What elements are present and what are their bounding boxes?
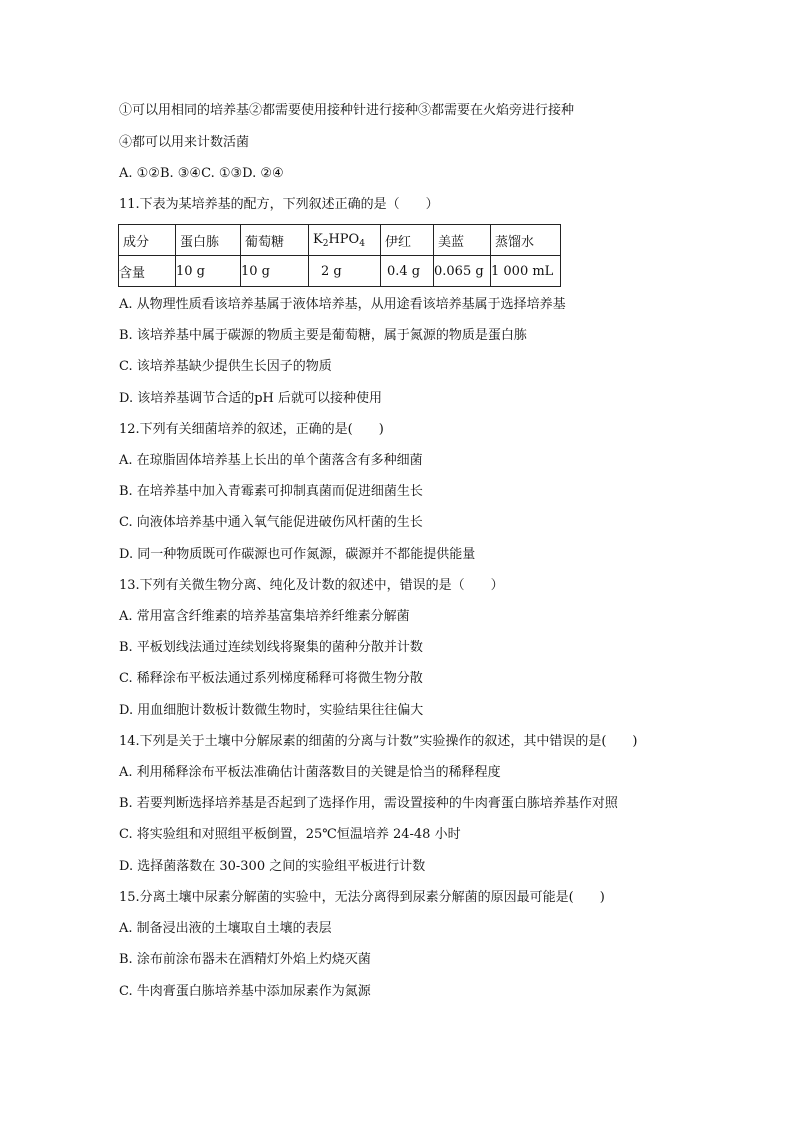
q14-option-b: B. 若要判断选择培养基是否起到了选择作用，需设置接种的牛肉膏蛋白胨培养基作对照: [119, 796, 618, 811]
q13-option-c: C. 稀释涂布平板法通过系列梯度稀释可将微生物分散: [119, 671, 423, 686]
table-cell: 成分: [119, 225, 176, 256]
table-cell: 10 g: [176, 256, 241, 287]
q14-option-d: D. 选择菌落数在 30-300 之间的实验组平板进行计数: [119, 859, 426, 874]
table-cell: 蛋白胨: [176, 225, 241, 256]
q13-option-b: B. 平板划线法通过连续划线将聚集的菌种分散并计数: [119, 640, 423, 655]
q12-question: 12.下列有关细菌培养的叙述，正确的是( ): [119, 422, 384, 437]
table-cell-k2hpo4: [309, 225, 381, 256]
q15-option-b: B. 涂布前涂布器未在酒精灯外焰上灼烧灭菌: [119, 952, 371, 967]
recipe-table: [118, 224, 561, 287]
q15-option-a: A. 制备浸出液的土壤取自土壤的表层: [119, 921, 332, 936]
q11-option-c: C. 该培养基缺少提供生长因子的物质: [119, 359, 332, 374]
table-cell: 0.065 g: [434, 256, 491, 287]
formula-hpo: HPO: [328, 231, 360, 247]
table-cell: 蒸馏水: [491, 225, 561, 256]
formula-sub-4: 4: [359, 238, 365, 249]
q14-question: 14.下列是关于土壤中分解尿素的细菌的分离与计数”实验操作的叙述，其中错误的是( ): [119, 734, 638, 749]
q15-option-c: C. 牛肉膏蛋白胨培养基中添加尿素作为氮源: [119, 984, 371, 999]
q11-question: 11.下表为某培养基的配方，下列叙述正确的是（ ）: [119, 197, 439, 212]
table-header-row: [119, 225, 561, 256]
table-row: [119, 256, 561, 287]
q12-option-b: B. 在培养基中加入青霉素可抑制真菌而促进细菌生长: [119, 484, 423, 499]
q10-option-4: ④都可以用来计数活菌: [119, 135, 250, 150]
table-cell: 葡萄糖: [241, 225, 309, 256]
table-cell: 伊红: [381, 225, 434, 256]
q15-question: 15.分离土壤中尿素分解菌的实验中，无法分离得到尿素分解菌的原因最可能是( ): [119, 890, 605, 905]
q11-option-d: D. 该培养基调节合适的pH 后就可以接种使用: [119, 391, 383, 406]
table-cell: 2 g: [309, 256, 381, 287]
q14-option-c: C. 将实验组和对照组平板倒置，25℃恒温培养 24-48 小时: [119, 827, 461, 842]
table-cell: 10 g: [241, 256, 309, 287]
q13-option-d: D. 用血细胞计数板计数微生物时，实验结果往往偏大: [119, 703, 424, 718]
q10-choices: A. ①②B. ③④C. ①③D. ②④: [119, 166, 284, 181]
table-cell: 0.4 g: [381, 256, 434, 287]
table-cell: 美蓝: [434, 225, 491, 256]
q11-option-b: B. 该培养基中属于碳源的物质主要是葡萄糖，属于氮源的物质是蛋白胨: [119, 328, 527, 343]
q12-option-c: C. 向液体培养基中通入氧气能促进破伤风杆菌的生长: [119, 515, 423, 530]
q12-option-a: A. 在琼脂固体培养基上长出的单个菌落含有多种细菌: [119, 453, 423, 468]
q13-option-a: A. 常用富含纤维素的培养基富集培养纤维素分解菌: [119, 609, 410, 624]
formula-sub-2: 2: [322, 238, 329, 249]
table-row-label: 含量: [119, 256, 176, 287]
formula-k: K: [313, 231, 323, 247]
q12-option-d: D. 同一种物质既可作碳源也可作氮源，碳源并不都能提供能量: [119, 547, 476, 562]
table-cell: 1 000 mL: [491, 256, 561, 287]
q10-options-line: ①可以用相同的培养基②都需要使用接种针进行接种③都需要在火焰旁进行接种: [119, 103, 575, 118]
q11-option-a: A. 从物理性质看该培养基属于液体培养基，从用途看该培养基属于选择培养基: [119, 297, 566, 312]
q14-option-a: A. 利用稀释涂布平板法准确估计菌落数目的关键是恰当的稀释程度: [119, 765, 501, 780]
q13-question: 13.下列有关微生物分离、纯化及计数的叙述中，错误的是（ ）: [119, 578, 504, 593]
